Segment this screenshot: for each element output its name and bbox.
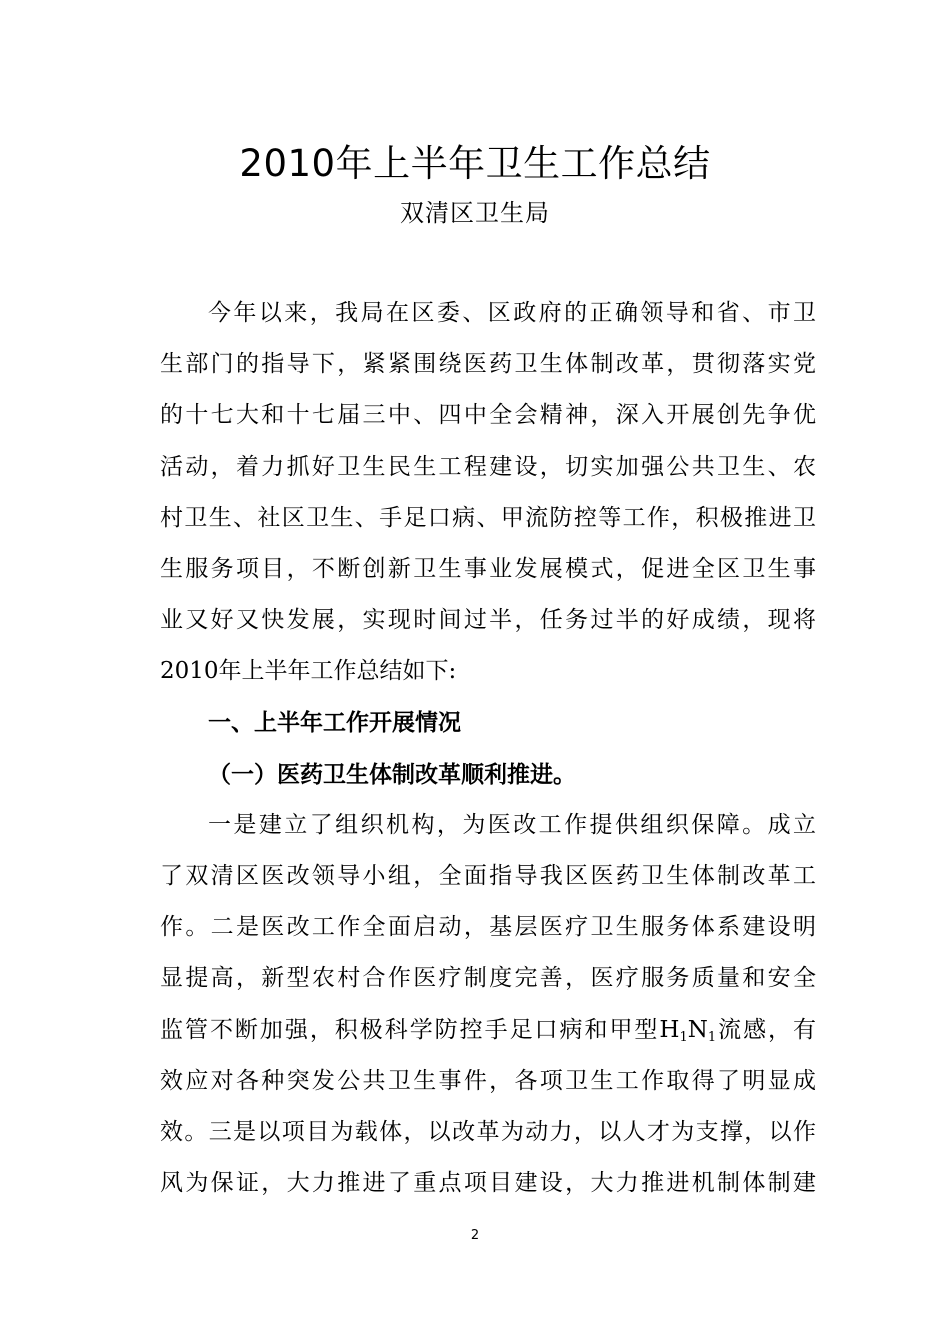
paragraph-intro: [160, 288, 816, 698]
paragraph-line: 效应对各种突发公共卫生事件，各项卫生工作取得了明显成: [160, 1067, 816, 1094]
subsection-heading: （一）医药卫生体制改革顺利推进。: [208, 760, 576, 788]
formula-subscript: 1: [679, 1029, 688, 1045]
document-author: 双清区卫生局: [400, 199, 550, 227]
formula-subscript: 1: [707, 1029, 717, 1045]
paragraph-line: 了双清区医改领导小组，全面指导我区医药卫生体制改革工: [160, 863, 816, 890]
paragraph-line: 一是建立了组织机构，为医改工作提供组织保障。成立: [208, 811, 816, 838]
section-heading: 一、上半年工作开展情况: [208, 709, 461, 736]
paragraph-line: 业又好又快发展，实现时间过半，任务过半的好成绩，现将: [160, 607, 816, 634]
paragraph-line: 生部门的指导下，紧紧围绕医药卫生体制改革，贯彻落实党: [160, 351, 816, 378]
document-title: 2010年上半年卫生工作总结: [239, 142, 711, 185]
line-text: 监管不断加强，积极科学防控手足口病和甲型: [160, 1016, 660, 1043]
paragraph-line: 风为保证，大力推进了重点项目建设，大力推进机制体制建: [160, 1170, 816, 1197]
formula-n: N: [687, 1016, 708, 1043]
paragraph-line: 显提高，新型农村合作医疗制度完善，医疗服务质量和安全: [160, 965, 816, 992]
paragraph-line: 的十七大和十七届三中、四中全会精神，深入开展创先争优: [160, 402, 816, 429]
paragraph-line: 村卫生、社区卫生、手足口病、甲流防控等工作，积极推进卫: [160, 504, 816, 531]
formula-h: H: [659, 1016, 680, 1043]
line-text: 流感，有: [716, 1016, 816, 1043]
paragraph-line: 2010年上半年工作总结如下:: [160, 658, 457, 685]
paragraph-reform: [160, 800, 816, 1210]
paragraph-line: 今年以来，我局在区委、区政府的正确领导和省、市卫: [208, 300, 816, 326]
document-body: [160, 288, 816, 1209]
paragraph-line: 作。二是医改工作全面启动，基层医疗卫生服务体系建设明: [160, 914, 816, 941]
paragraph-line-h1n1: [160, 1005, 816, 1056]
paragraph-line: 生服务项目，不断创新卫生事业发展模式，促进全区卫生事: [160, 555, 816, 582]
paragraph-line: 活动，着力抓好卫生民生工程建设，切实加强公共卫生、农: [160, 453, 816, 480]
page-number: 2: [470, 1228, 480, 1243]
paragraph-line: 效。三是以项目为载体，以改革为动力，以人才为支撑，以作: [160, 1119, 816, 1145]
